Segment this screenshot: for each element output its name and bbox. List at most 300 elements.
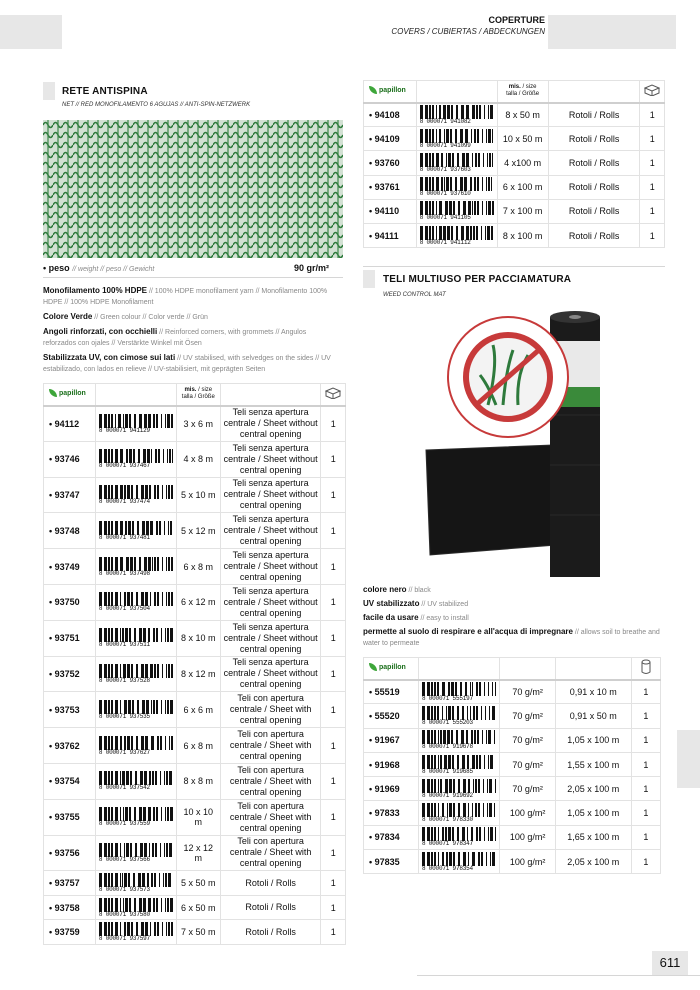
product-code: • 97834 [364,825,419,849]
table-row [364,151,665,175]
description: Rotoli / Rolls [548,223,640,247]
quantity: 1 [321,895,346,920]
table-header-row [364,658,661,680]
feature-line: Angoli rinforzati, con occhielli // Reinforced corners, with grommets // Angulos reforzados con ojales // Verstärkte Winkel mit Ösen [43,327,307,347]
table-row [44,728,346,764]
quantity: 1 [631,728,660,752]
table-row [364,728,661,752]
feature-line: permette al suolo di respirare e all'acqua di impregnare // allows soil to breathe and water to permeate [363,627,660,647]
code: 91969 [374,783,400,794]
table-row [44,584,346,620]
barcode [96,406,177,442]
size: 8 x 12 m [176,656,220,692]
product-code: • 93747 [44,477,96,513]
table-header-row [44,384,346,406]
quantity: 1 [640,127,665,151]
barcode [96,799,177,835]
brand-logo: papillon [44,384,96,406]
code: 94112 [54,418,80,429]
table-row [364,103,665,127]
product-code: • 93757 [44,871,96,896]
product-code: • 93759 [44,920,96,945]
barcode-graphic [422,827,496,847]
weight: 70 g/m² [500,728,556,752]
product-code: • 93754 [44,763,96,799]
product-code: • 55519 [364,680,419,704]
barcode-graphic [99,485,173,505]
ean-number: 8 000071 919692 [421,791,473,799]
table-row [364,704,661,728]
code: 93761 [374,182,400,193]
quantity: 1 [321,728,346,764]
header-grey-block-left [0,15,62,49]
barcode [418,728,500,752]
barcode [96,513,177,549]
teli-title: TELI MULTIUSO PER PACCIAMATURA [383,274,572,285]
barcode [96,620,177,656]
size: 6 x 8 m [176,728,220,764]
ean-number: 8 000071 937528 [98,676,150,684]
code: 93760 [374,157,400,168]
code: 97833 [374,808,400,819]
box-icon [325,387,341,399]
product-code: • 91969 [364,777,419,801]
table-row [44,620,346,656]
code: 93747 [54,489,80,500]
barcode [96,835,177,871]
weight: 100 g/m² [500,801,556,825]
barcode [418,752,500,776]
size: 1,05 x 100 m [555,801,631,825]
teli-product-table [363,657,661,874]
barcode-graphic [420,201,494,221]
feature-line: Monofilamento 100% HDPE // 100% HDPE monofilament yarn // Monofilamento 100% HDPE // 100% HDPE Monofilament [43,286,328,306]
ean-number: 8 000071 941129 [98,426,150,434]
barcode [96,441,177,477]
product-code: • 91967 [364,728,419,752]
size: 7 x 100 m [497,199,548,223]
code: 94108 [374,109,400,120]
barcode [96,871,177,896]
quantity: 1 [321,513,346,549]
code: 91968 [374,759,400,770]
size: 1,05 x 100 m [555,728,631,752]
ean-number: 8 000071 937580 [98,910,150,918]
barcode [418,680,500,704]
table-row [364,777,661,801]
rete-rolls-table [363,80,665,248]
table-row [364,825,661,849]
code: 93759 [54,927,80,938]
size: 0,91 x 50 m [555,704,631,728]
weight: 70 g/m² [500,777,556,801]
description: Rotoli / Rolls [548,199,640,223]
leaf-logo-icon [369,663,377,671]
description: Rotoli / Rolls [220,895,321,920]
barcode [418,850,500,874]
page-number: 611 [652,951,688,975]
ean-number: 8 000071 978330 [421,816,473,824]
product-code: • 94109 [364,127,417,151]
barcode [418,777,500,801]
product-code: • 94112 [44,406,96,442]
side-tab [677,730,700,788]
feature-line: UV stabilizzato // UV stabilized [363,599,469,608]
table-row [44,763,346,799]
barcode-graphic [420,129,494,149]
box-column-header [321,384,346,406]
table-row [44,477,346,513]
product-code: • 93748 [44,513,96,549]
quantity: 1 [321,835,346,871]
barcode [418,801,500,825]
table-row [44,656,346,692]
size: 6 x 8 m [176,549,220,585]
table-row [364,752,661,776]
barcode [96,656,177,692]
barcode-graphic [99,898,173,918]
table-row [364,801,661,825]
table-row [44,871,346,896]
teli-features [363,585,665,649]
size: 8 x 10 m [176,620,220,656]
size: 2,05 x 100 m [555,777,631,801]
barcode [96,895,177,920]
quantity: 1 [631,704,660,728]
code: 94111 [374,230,399,241]
feature-line: colore nero // black [363,585,431,594]
quantity: 1 [640,103,665,127]
barcode [96,477,177,513]
rete-subtitle: NET // RED MONOFILAMENTO 6 AGUJAS // ANTI-SPIN-NETZWERK [62,102,251,108]
barcode-graphic [420,226,494,246]
description: Teli senza apertura centrale / Sheet without central opening [220,513,321,549]
size: 8 x 50 m [497,103,548,127]
ean-number: 8 000071 937597 [98,935,150,943]
product-code: • 94108 [364,103,417,127]
quantity: 1 [321,406,346,442]
box-icon [644,84,660,96]
table-row [364,850,661,874]
description: Rotoli / Rolls [548,175,640,199]
size: 10 x 10 m [176,799,220,835]
quantity: 1 [631,752,660,776]
barcode-graphic [99,807,173,827]
quantity: 1 [321,871,346,896]
product-code: • 93752 [44,656,96,692]
weight: 70 g/m² [500,704,556,728]
table-row [44,549,346,585]
code: 93762 [54,740,80,751]
table-row [364,175,665,199]
size: 4 x100 m [497,151,548,175]
barcode-graphic [99,922,173,942]
code: 93753 [54,704,80,715]
product-code: • 93746 [44,441,96,477]
code: 55519 [374,686,400,697]
table-row [364,223,665,247]
quantity: 1 [321,692,346,728]
page-header-subtitle: COVERS / CUBIERTAS / ABDECKUNGEN [391,27,545,36]
ean-number: 8 000071 937504 [98,605,150,613]
description: Teli con apertura centrale / Sheet with central opening [220,728,321,764]
roll-icon [641,659,651,675]
description: Teli con apertura centrale / Sheet with central opening [220,692,321,728]
barcode-graphic [99,771,173,791]
description: Rotoli / Rolls [220,871,321,896]
description: Teli con apertura centrale / Sheet with central opening [220,799,321,835]
weight: 70 g/m² [500,752,556,776]
barcode [418,825,500,849]
product-code: • 93761 [364,175,417,199]
ean-number: 8 000071 937627 [98,748,150,756]
product-code: • 93753 [44,692,96,728]
product-code: • 94111 [364,223,417,247]
code: 97835 [374,856,400,867]
ean-number: 8 000071 919685 [421,767,473,775]
barcode-graphic [422,682,496,702]
barcode-graphic [99,521,173,541]
code: 93750 [54,597,80,608]
code: 55520 [374,710,400,721]
size: 8 x 100 m [497,223,548,247]
size: 7 x 50 m [176,920,220,945]
table-row [44,799,346,835]
weight: 70 g/m² [500,680,556,704]
bottom-divider [417,975,700,976]
weight-value: 90 gr/m² [293,263,329,273]
leaf-logo-icon [369,86,377,94]
code: 93746 [54,454,80,465]
leaf-logo-icon [49,389,57,397]
barcode-graphic [99,628,173,648]
barcode [416,127,497,151]
size: 5 x 10 m [176,477,220,513]
barcode [96,728,177,764]
code: 93749 [54,561,80,572]
barcode [96,584,177,620]
ean-number: 8 000071 937535 [98,712,150,720]
product-code: • 94110 [364,199,417,223]
quantity: 1 [321,620,346,656]
quantity: 1 [631,850,660,874]
barcode-graphic [99,449,173,469]
product-code: • 93749 [44,549,96,585]
code: 93758 [54,902,80,913]
size: 4 x 8 m [176,441,220,477]
ean-number: 8 000071 937559 [98,820,150,828]
description: Teli con apertura centrale / Sheet with central opening [220,835,321,871]
description: Teli senza apertura centrale / Sheet without central opening [220,584,321,620]
weight-row [43,263,343,278]
net-product-image [43,120,343,258]
code: 91967 [374,735,400,746]
size: 10 x 50 m [497,127,548,151]
ean-number: 8 000071 937474 [98,497,150,505]
code: 93757 [54,878,80,889]
bullet: • [43,263,47,273]
barcode-graphic [99,414,173,434]
quantity: 1 [631,801,660,825]
table-row [44,406,346,442]
description: Teli senza apertura centrale / Sheet without central opening [220,441,321,477]
ean-number: 8 000071 937498 [98,569,150,577]
code: 93748 [54,525,80,536]
barcode-graphic [99,843,173,863]
feature-line: Stabilizzata UV, con cimose sui lati // UV stabilised, with selvedges on the sides // UV estabilizado, con lados en relieve // UV-stabilisiert, mit geprägten Seiten [43,353,331,373]
ean-number: 8 000071 937573 [98,886,150,894]
ean-number: 8 000071 941099 [419,141,471,149]
ean-number: 8 000071 937610 [419,190,471,198]
barcode [96,549,177,585]
size: 1,55 x 100 m [555,752,631,776]
barcode [418,704,500,728]
barcode-graphic [422,803,496,823]
weight-label: peso [48,263,70,273]
quantity: 1 [321,799,346,835]
size: 6 x 6 m [176,692,220,728]
barcode-graphic [99,700,173,720]
ean-number: 8 000071 937481 [98,533,150,541]
barcode-graphic [422,706,496,726]
barcode-graphic [99,664,173,684]
ean-number: 8 000071 937566 [98,855,150,863]
quantity: 1 [631,777,660,801]
barcode-graphic [420,153,494,173]
size-column-header: mis. / size talla / Größe [497,81,548,103]
ean-number: 8 000071 941112 [419,238,471,246]
section-marker [363,270,375,288]
table-row [44,895,346,920]
code: 93754 [54,776,80,787]
table-row [364,127,665,151]
code: 94109 [374,133,400,144]
table-row [364,199,665,223]
ean-number: 8 000071 978354 [421,864,473,872]
barcode-graphic [422,779,496,799]
quantity: 1 [321,920,346,945]
product-code: • 93750 [44,584,96,620]
code: 94110 [374,206,400,217]
product-code: • 55520 [364,704,419,728]
product-code: • 93751 [44,620,96,656]
ean-number: 8 000071 937603 [419,165,471,173]
product-code: • 91968 [364,752,419,776]
quantity: 1 [631,680,660,704]
quantity: 1 [640,199,665,223]
barcode-graphic [99,736,173,756]
ean-number: 8 000071 555203 [421,718,473,726]
feature-line: facile da usare // easy to install [363,613,469,622]
code: 93756 [54,847,80,858]
product-code: • 97835 [364,850,419,874]
barcode [416,223,497,247]
quantity: 1 [321,477,346,513]
feature-line: Colore Verde // Green colour // Color verde // Grün [43,312,208,321]
code: 93751 [54,633,80,644]
ean-number: 8 000071 978347 [421,840,473,848]
weed-mat-image [418,305,618,580]
brand-logo: papillon [364,81,417,103]
table-row [44,920,346,945]
quantity: 1 [640,151,665,175]
quantity: 1 [321,656,346,692]
box-column-header [640,81,665,103]
ean-number: 8 000071 941082 [419,117,471,125]
description: Teli senza apertura centrale / Sheet without central opening [220,620,321,656]
teli-subtitle: WEED CONTROL MAT [383,292,446,298]
description: Teli senza apertura centrale / Sheet without central opening [220,477,321,513]
barcode [416,151,497,175]
size: 2,05 x 100 m [555,850,631,874]
barcode-graphic [422,852,496,872]
weight: 100 g/m² [500,850,556,874]
header-grey-block-right [548,15,676,49]
size: 5 x 12 m [176,513,220,549]
barcode-graphic [422,730,496,750]
description: Teli senza apertura centrale / Sheet without central opening [220,549,321,585]
barcode-graphic [99,557,173,577]
quantity: 1 [640,175,665,199]
roll-column-header [631,658,660,680]
size: 8 x 8 m [176,763,220,799]
size: 6 x 50 m [176,895,220,920]
quantity: 1 [321,549,346,585]
size-column-header: mis. / size talla / Größe [176,384,220,406]
description: Teli con apertura centrale / Sheet with central opening [220,763,321,799]
ean-number: 8 000071 937542 [98,784,150,792]
barcode [416,199,497,223]
code: 93755 [54,812,80,823]
product-code: • 93762 [44,728,96,764]
barcode-graphic [422,755,496,775]
ean-number: 8 000071 937511 [98,641,150,649]
table-row [44,692,346,728]
brand-logo: papillon [364,658,419,680]
description: Rotoli / Rolls [220,920,321,945]
barcode [96,692,177,728]
size: 5 x 50 m [176,871,220,896]
code: 93752 [54,668,80,679]
rete-title: RETE ANTISPINA [62,86,148,97]
rete-features [43,286,338,375]
barcode-graphic [420,177,494,197]
barcode-graphic [99,873,173,893]
barcode [416,175,497,199]
product-code: • 93760 [364,151,417,175]
product-code: • 93756 [44,835,96,871]
size: 3 x 6 m [176,406,220,442]
barcode-graphic [99,592,173,612]
size: 6 x 100 m [497,175,548,199]
code: 97834 [374,832,400,843]
description: Teli senza apertura centrale / Sheet without central opening [220,656,321,692]
quantity: 1 [321,584,346,620]
table-row [364,680,661,704]
barcode [96,920,177,945]
product-code: • 93758 [44,895,96,920]
table-row [44,835,346,871]
rete-product-table [43,383,346,945]
description: Rotoli / Rolls [548,103,640,127]
description: Rotoli / Rolls [548,151,640,175]
quantity: 1 [321,441,346,477]
section-marker [43,82,55,100]
size: 1,65 x 100 m [555,825,631,849]
ean-number: 8 000071 937467 [98,462,150,470]
quantity: 1 [631,825,660,849]
table-row [44,513,346,549]
